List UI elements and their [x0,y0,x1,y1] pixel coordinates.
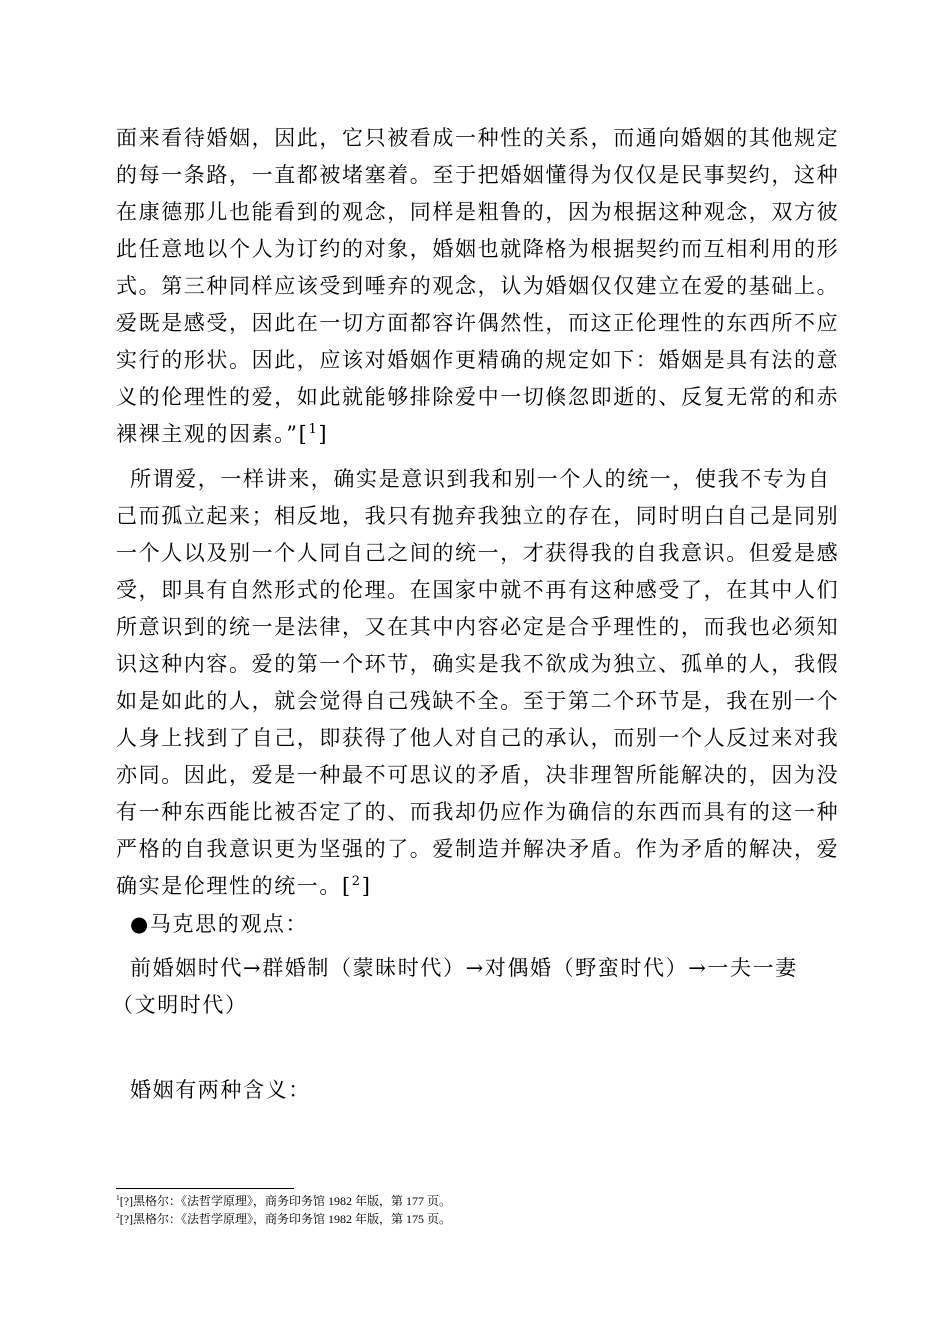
marx-view-bullet: ●马克思的观点： [130,912,309,936]
paragraph-1-line: 义的伦理性的爱，如此就能够排除爱中一切倏忽即逝的、反复无常的和赤 [116,385,840,409]
footnote-separator [116,1188,294,1189]
marriage-sequence-line: （文明时代） [112,993,248,1017]
paragraph-2-line: 如是如此的人，就会觉得自己残缺不全。至于第二个环节是，我在别一个 [116,689,840,713]
paragraph-2-line: 一个人以及别一个人同自己之间的统一，才获得我的自我意识。但爱是感 [116,541,840,565]
paragraph-2-first-line: 所谓爱，一样讲来，确实是意识到我和别一个人的统一，使我不专为自 [130,467,831,491]
footnote-ref-2[interactable]: 2 [351,874,362,889]
footnote-ref-1[interactable]: 1 [308,422,319,437]
paragraph-2-line: 识这种内容。爱的第一个环节，确实是我不欲成为独立、孤单的人，我假 [116,652,840,676]
paragraph-1-text: 裸裸主观的因素。”[ [116,422,309,446]
paragraph-2-line: 己而孤立起来；相反地，我只有抛弃我独立的存在，同时明白自己是同别 [116,504,840,528]
paragraph-1-line: 此任意地以个人为订约的对象，婚姻也就降格为根据契约而互相利用的形 [116,237,840,261]
footnote-text: [?]黑格尔：《法哲学原理》，商务印务馆 1982 年版，第 177 页。 [119,1194,452,1208]
paragraph-2-line: 所意识到的统一是法律，又在其中内容必定是合乎理性的，而我也必须知 [116,615,840,639]
paragraph-1-line: 的每一条路，一直都被堵塞着。至于把婚姻懂得为仅仅是民事契约，这种 [116,163,840,187]
ref-bracket: ] [361,874,372,898]
paragraph-1-line: 在康德那儿也能看到的观念，同样是粗鲁的，因为根据这种观念，双方彼 [116,200,840,224]
marriage-meaning-heading: 婚姻有两种含义： [130,1078,311,1102]
ref-bracket: ] [318,422,329,446]
footnote-2 [116,1212,451,1227]
paragraph-2-line: 受，即具有自然形式的伦理。在国家中就不再有这种感受了，在其中人们 [116,578,840,602]
paragraph-2-text: 确实是伦理性的统一。[ [116,874,352,898]
paragraph-2-line: 严格的自我意识更为坚强的了。爱制造并解决矛盾。作为矛盾的解决，爱 [116,837,840,861]
footnote-mark: 2 [116,1211,120,1220]
footnote-text: [?]黑格尔：《法哲学原理》，商务印务馆 1982 年版，第 175 页。 [119,1212,452,1226]
paragraph-1-line: 爱既是感受，因此在一切方面都容许偶然性，而这正伦理性的东西所不应 [116,311,840,335]
paragraph-1-line: 面来看待婚姻，因此，它只被看成一种性的关系，而通向婚姻的其他规定 [116,126,840,150]
paragraph-2-line: 有一种东西能比被否定了的、而我却仍应作为确信的东西而具有的这一种 [116,800,840,824]
paragraph-1-last-line [116,420,328,448]
paragraph-1-line: 实行的形状。因此，应该对婚姻作更精确的规定如下：婚姻是具有法的意 [116,348,840,372]
paragraph-2-line: 人身上找到了自己，即获得了他人对自己的承认，而别一个人反过来对我 [116,726,840,750]
footnote-1 [116,1194,451,1209]
paragraph-1-line: 式。第三种同样应该受到唾弃的观念，认为婚姻仅仅建立在爱的基础上。 [116,274,840,298]
footnote-mark: 1 [116,1193,120,1202]
marriage-sequence-line: 前婚姻时代→群婚制（蒙昧时代）→对偶婚（野蛮时代）→一夫一妻 [130,956,798,980]
paragraph-2-last-line [116,872,371,900]
paragraph-2-line: 亦同。因此，爱是一种最不可思议的矛盾，决非理智所能解决的，因为没 [116,763,840,787]
